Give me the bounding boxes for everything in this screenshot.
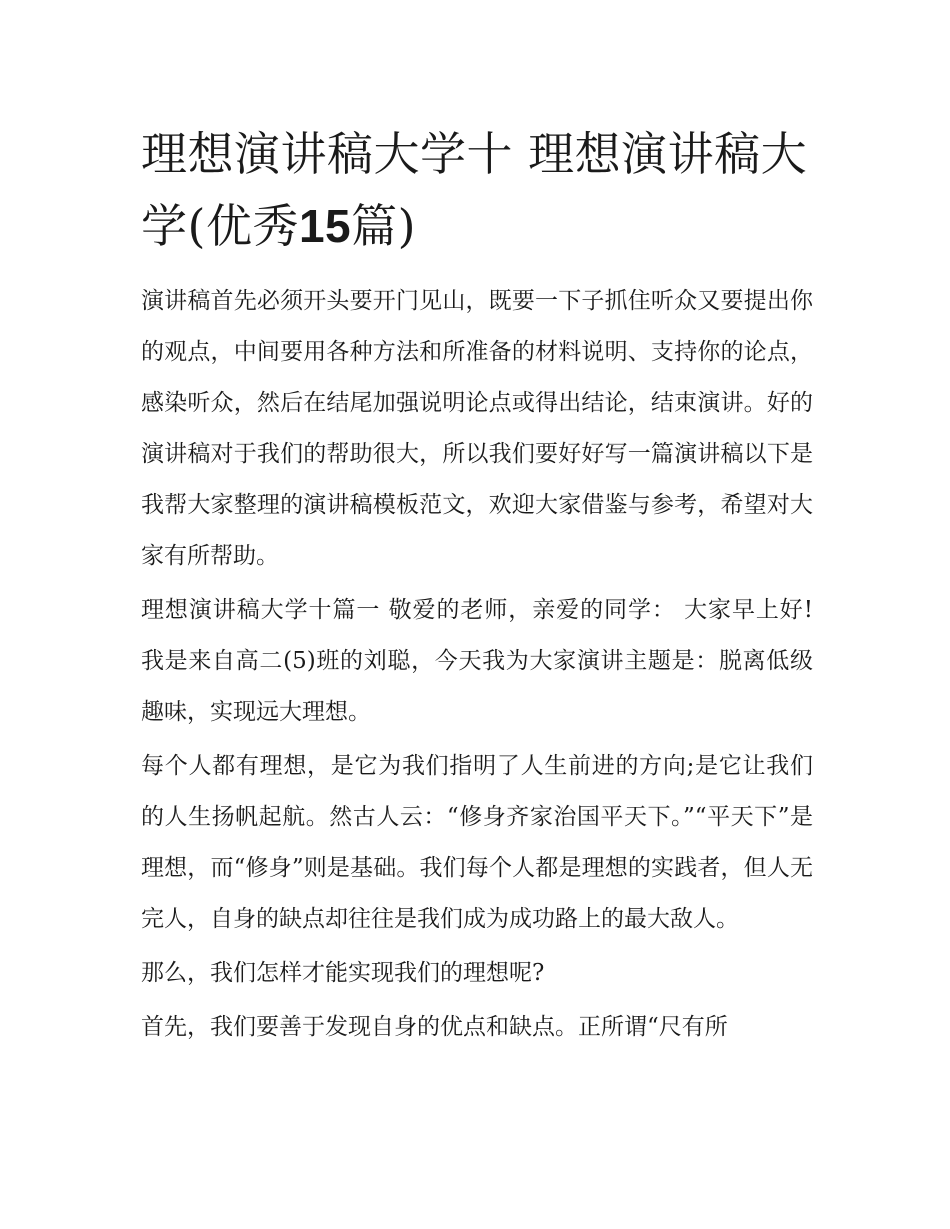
title-number: 15 [298, 200, 352, 252]
speech-opening-paragraph: 理想演讲稿大学十篇一 敬爱的老师，亲爱的同学： 大家早上好! 我是来自高二(5)班的刘聪，今天我为大家演讲主题是：脱离低级趣味，实现远大理想。 [141, 597, 813, 725]
title-text-part1: 理想演讲稿大学十 理想演讲稿大学(优秀 [141, 127, 808, 253]
title-text-part2: 篇) [351, 199, 417, 253]
body-paragraph: 每个人都有理想，是它为我们指明了人生前进的方向;是它让我们的人生扬帆起航。然古人云：“修身齐家治国平天下。”“平天下”是理想，而“修身”则是基础。我们每个人都是理想的实践者，但人无完人，自身的缺点却往往是我们成为成功路上的最大敌人。 [141, 753, 813, 932]
document-title [141, 118, 813, 262]
question-paragraph: 那么，我们怎样才能实现我们的理想呢? [141, 960, 545, 986]
intro-paragraph: 演讲稿首先必须开头要开门见山，既要一下子抓住听众又要提出你的观点，中间要用各种方法和所准备的材料说明、支持你的论点，感染听众，然后在结尾加强说明论点或得出结论，结束演讲。好的演讲稿对于我们的帮助很大，所以我们要好好写一篇演讲稿以下是我帮大家整理的演讲稿模板范文，欢迎大家借鉴与参考，希望对大家有所帮助。 [141, 288, 813, 569]
document-page [141, 118, 813, 1056]
first-point-paragraph: 首先，我们要善于发现自身的优点和缺点。正所谓“尺有所 [141, 1014, 728, 1040]
